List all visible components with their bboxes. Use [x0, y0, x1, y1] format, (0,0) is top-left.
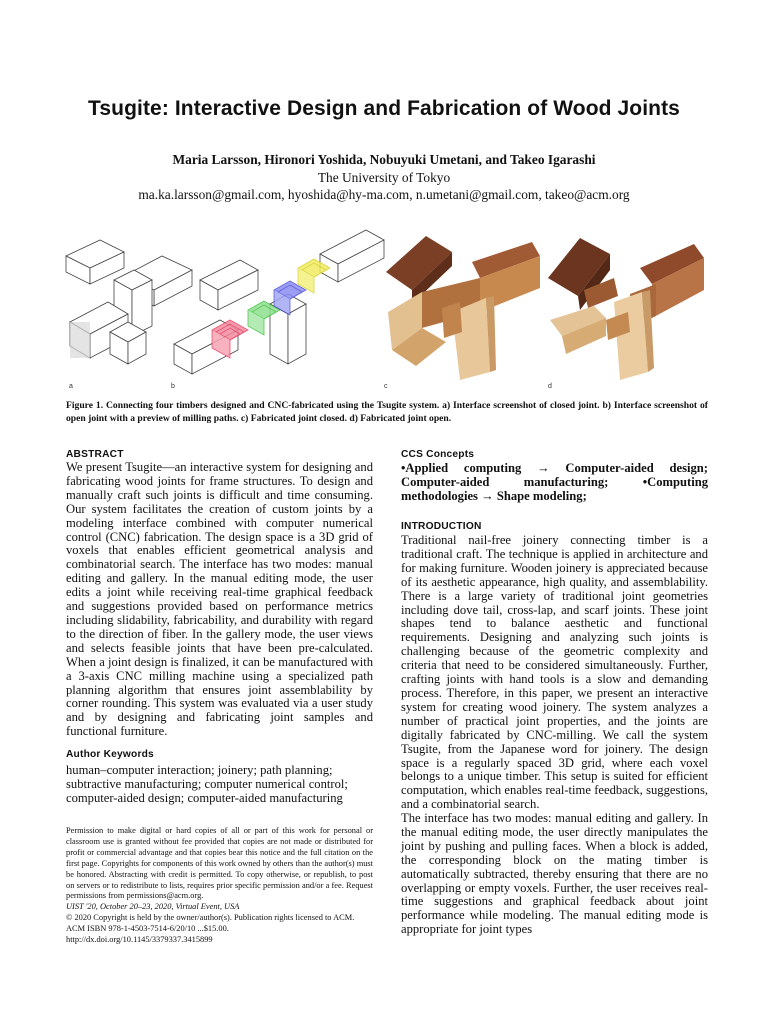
figure-panel-c — [382, 232, 544, 382]
introduction-paragraph-1: Traditional nail-free joinery connecting timber is a traditional craft. The technique is applied in architecture and for making furniture. Wooden joinery is appreciated because of its aesthetic appearance, high quality, and assemblability. There is a large variety of traditional joint geometries including dove tail, cross-lap, and scarf joints. These joint shapes tend to balance aesthetic and functional requirements. Designing and analyzing such joints is challenging because of the geometric complexity and criteria that need to be considered simultaneously. Further, crafting joints with hand tools is a slow and demanding process. Therefore, in this paper, we present an interactive system for creating wood joinery. The system analyzes a number of practical joint properties, and the joints are digitally fabricated by CNC-milling. We call the system Tsugite, from the Japanese word for joinery. The design space is a regularly spaced 3D grid, where each voxel belongs to a unique timber. This setup is suited for efficient computation, which enables real-time feedback, suggestions, and a combinatorial search. — [401, 533, 708, 812]
figure-panel-label-d: d — [548, 383, 552, 390]
keywords-heading: Author Keywords — [66, 749, 154, 760]
figure-panel-label-c: c — [384, 383, 388, 390]
figure-caption: Figure 1. Connecting four timbers designed and CNC-fabricated using the Tsugite system. a) Interface screenshot of closed joint. b) Interface screenshot of open joint with a preview of milling paths. c) Fabricated joint closed. d) Fabricated joint open. — [66, 400, 708, 424]
figure-panel-b — [170, 224, 386, 386]
introduction-paragraph-2: The interface has two modes: manual editing and gallery. In the manual editing mode, the user directly manipulates the joint by pushing and pulling faces. When a block is added, the corresponding block on the mating timber is automatically subtracted, thereby ensuring that there are no overlapping or empty voxels. Further, the user receives real-time suggestions and graphical feedback about joint performance while modeling. The manual editing mode is appropriate for joint types — [401, 811, 708, 937]
venue: UIST '20, October 20–23, 2020, Virtual Event, USA — [66, 902, 240, 912]
keywords-text: human–computer interaction; joinery; path planning; subtractive manufacturing; computer numerical control; computer-aided design; computer-aided manufacturing — [66, 763, 348, 805]
permission-block — [66, 826, 373, 946]
ccs-text: •Applied computing → Computer-aided design; Computer-aided manufacturing; •Computing methodologies → Shape modeling; — [401, 461, 708, 503]
author-emails: ma.ka.larsson@gmail.com, hyoshida@hy-ma.com, n.umetani@gmail.com, takeo@acm.org — [138, 187, 630, 202]
doi: http://dx.doi.org/10.1145/3379337.3415899 — [66, 935, 213, 945]
paper-title: Tsugite: Interactive Design and Fabrication of Wood Joints — [88, 97, 680, 120]
permission-text: Permission to make digital or hard copies of all or part of this work for personal or classroom use is granted without fee provided that copies are not made or distributed for profit or commercial advantage and that copies bear this notice and the full citation on the first page. Copyrights for components of this work owned by others than the author(s) must be honored. Abstracting with credit is permitted. To copy otherwise, or republish, to post on servers or to redistribute to lists, requires prior specific permission and/or a fee. Request permissions from permissions@acm.org. — [66, 826, 373, 901]
author-list: Maria Larsson, Hironori Yoshida, Nobuyuki Umetani, and Takeo Igarashi — [172, 152, 596, 167]
abstract-heading: ABSTRACT — [66, 449, 124, 460]
isbn: ACM ISBN 978-1-4503-7514-6/20/10 ...$15.00. — [66, 924, 229, 934]
figure-panel-label-b: b — [171, 383, 175, 390]
figure-panel-label-a: a — [69, 383, 73, 390]
introduction-heading: INTRODUCTION — [401, 521, 482, 532]
figure-panel-d — [544, 232, 708, 382]
ccs-heading: CCS Concepts — [401, 449, 475, 460]
affiliation: The University of Tokyo — [317, 170, 451, 185]
abstract-text: We present Tsugite—an interactive system for designing and fabricating wood joints for frame structures. To design and manually craft such joints is difficult and time consuming. Our system facilitates the creation of custom joints by a modeling interface combined with computer numerical control (CNC) fabrication. The design space is a 3D grid of voxels that enables efficient geometrical analysis and combinatorial search. The interface has two modes: manual editing and gallery. In the manual editing mode, the user edits a joint while receiving real-time graphical feedback and suggestions provided based on performance metrics including slidability, fabricability, and durability with regard to the direction of fiber. In the gallery mode, the user views and selects feasible joints that have been pre-calculated. When a joint design is finalized, it can be manufactured with a 3-axis CNC milling machine using a specialized path planning algorithm that ensures joint assemblability by corner rounding. This system was evaluated via a user study and by designing and fabricating joint samples and functional furniture. — [66, 460, 373, 739]
copyright: © 2020 Copyright is held by the owner/author(s). Publication rights licensed to ACM. — [66, 913, 355, 923]
